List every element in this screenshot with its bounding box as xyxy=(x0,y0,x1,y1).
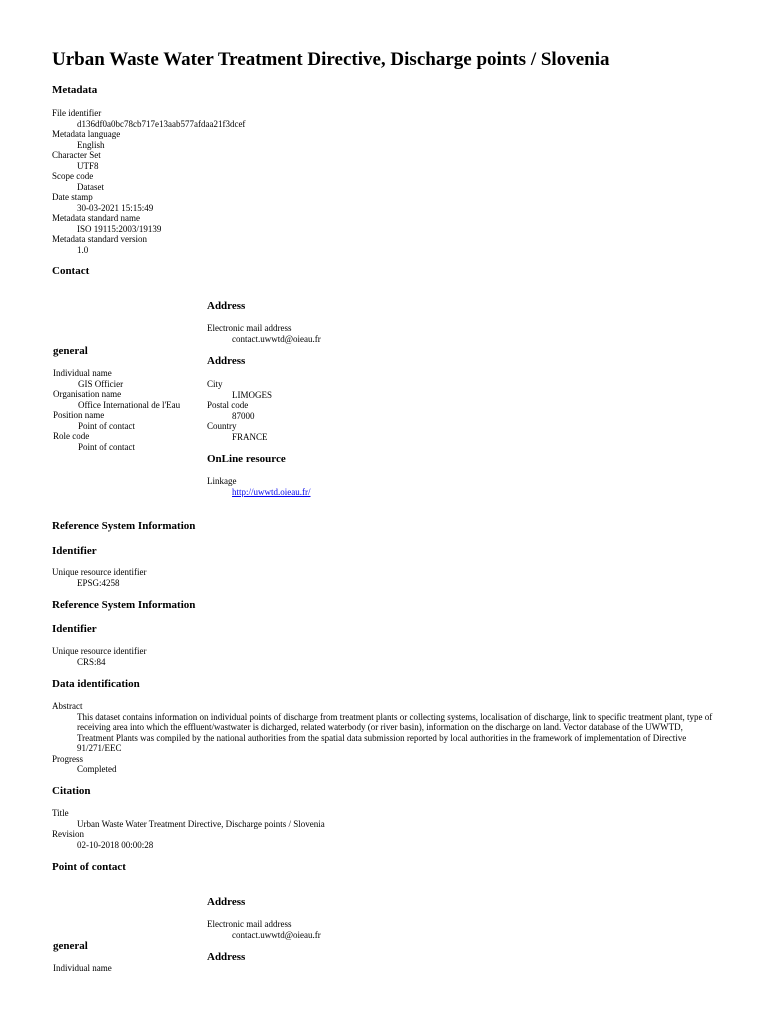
position-name-value: Point of contact xyxy=(78,420,135,431)
poc-individual-name-label: Individual name xyxy=(53,963,112,973)
character-set-value: UTF8 xyxy=(77,160,99,171)
ref-system-block-1 xyxy=(52,567,146,588)
point-of-contact-heading: Point of contact xyxy=(52,861,126,873)
progress-value: Completed xyxy=(77,764,117,774)
contact-address2-heading: Address xyxy=(207,355,246,367)
standard-version-value: 1.0 xyxy=(77,244,89,255)
country-value: FRANCE xyxy=(232,431,268,442)
abstract-value: This dataset contains information on individual points of discharge from treatment plants or collecting systems, localisation of discharge, link to specific treatment plant, type of receiving area into which the effluent/wastwater is dicharged, related waterbody (or river basin), information on the discharge on land. Vector database of the UWWTD, Treatment Plants was compiled by the national authorities from the spatial data submission reported by local authorities in the framework of implementation of Directive 91/271/EEC xyxy=(77,711,713,753)
individual-name-label: Individual name xyxy=(53,368,112,378)
standard-version-label: Metadata standard version xyxy=(52,234,147,244)
contact-address-heading: Address xyxy=(207,300,246,312)
metadata-language-value: English xyxy=(77,139,105,150)
character-set-label: Character Set xyxy=(52,150,101,160)
contact-general-list xyxy=(53,368,180,452)
unique-resource-identifier-value: EPSG:4258 xyxy=(77,577,120,588)
revision-value: 02-10-2018 00:00:28 xyxy=(77,839,154,850)
unique-resource-identifier-label: Unique resource identifier xyxy=(52,646,147,656)
role-code-label: Role code xyxy=(53,431,90,441)
postal-code-label: Postal code xyxy=(207,400,249,410)
scope-code-label: Scope code xyxy=(52,171,94,181)
contact-general-heading: general xyxy=(53,345,88,357)
poc-email-block xyxy=(207,919,321,940)
online-resource-block xyxy=(207,476,311,497)
contact-email-block xyxy=(207,323,321,344)
standard-name-value: ISO 19115:2003/19139 xyxy=(77,223,162,234)
citation-list xyxy=(52,808,325,850)
ref-system-identifier-1: Identifier xyxy=(52,545,97,557)
contact-email-label: Electronic mail address xyxy=(207,323,292,333)
contact-heading: Contact xyxy=(52,265,90,277)
contact-address-list xyxy=(207,379,272,442)
poc-email-label: Electronic mail address xyxy=(207,919,292,929)
progress-label: Progress xyxy=(52,753,83,764)
metadata-heading: Metadata xyxy=(52,84,98,96)
ref-system-block-2 xyxy=(52,646,146,667)
ref-system-identifier-2: Identifier xyxy=(52,623,97,635)
file-identifier-label: File identifier xyxy=(52,108,102,118)
city-value: LIMOGES xyxy=(232,389,272,400)
city-label: City xyxy=(207,379,223,389)
organisation-name-label: Organisation name xyxy=(53,389,122,399)
data-identification-heading: Data identification xyxy=(52,678,140,690)
online-resource-heading: OnLine resource xyxy=(207,453,286,465)
ref-system-heading-2: Reference System Information xyxy=(52,599,196,611)
date-stamp-value: 30-03-2021 15:15:49 xyxy=(77,202,154,213)
linkage-label: Linkage xyxy=(207,476,237,486)
linkage-link[interactable]: http://uwwtd.oieau.fr/ xyxy=(232,486,311,497)
file-identifier-value: d136df0a0bc78cb717e13aab577afdaa21f3dcef xyxy=(77,118,246,129)
citation-title-value: Urban Waste Water Treatment Directive, Discharge points / Slovenia xyxy=(77,818,325,829)
poc-address2-heading: Address xyxy=(207,951,246,963)
metadata-language-label: Metadata language xyxy=(52,129,121,139)
country-label: Country xyxy=(207,421,237,431)
citation-heading: Citation xyxy=(52,785,91,797)
ref-system-heading-1: Reference System Information xyxy=(52,520,196,532)
position-name-label: Position name xyxy=(53,410,105,420)
unique-resource-identifier-value: CRS:84 xyxy=(77,656,106,667)
contact-email-value: contact.uwwtd@oieau.fr xyxy=(232,333,321,344)
scope-code-value: Dataset xyxy=(77,181,104,192)
citation-title-label: Title xyxy=(52,808,69,818)
date-stamp-label: Date stamp xyxy=(52,192,93,202)
abstract-label: Abstract xyxy=(52,701,83,711)
standard-name-label: Metadata standard name xyxy=(52,213,140,223)
unique-resource-identifier-label: Unique resource identifier xyxy=(52,567,147,577)
poc-general-heading: general xyxy=(53,940,88,952)
postal-code-value: 87000 xyxy=(232,410,255,421)
poc-address-heading: Address xyxy=(207,896,246,908)
organisation-name-value: Office International de l'Eau xyxy=(78,399,181,410)
data-identification-list xyxy=(52,701,719,775)
metadata-list xyxy=(52,108,245,255)
individual-name-value: GIS Officier xyxy=(78,378,124,389)
document-title: Urban Waste Water Treatment Directive, Discharge points / Slovenia xyxy=(52,49,610,70)
role-code-value: Point of contact xyxy=(78,441,135,452)
poc-email-value: contact.uwwtd@oieau.fr xyxy=(232,929,321,940)
revision-label: Revision xyxy=(52,829,85,839)
